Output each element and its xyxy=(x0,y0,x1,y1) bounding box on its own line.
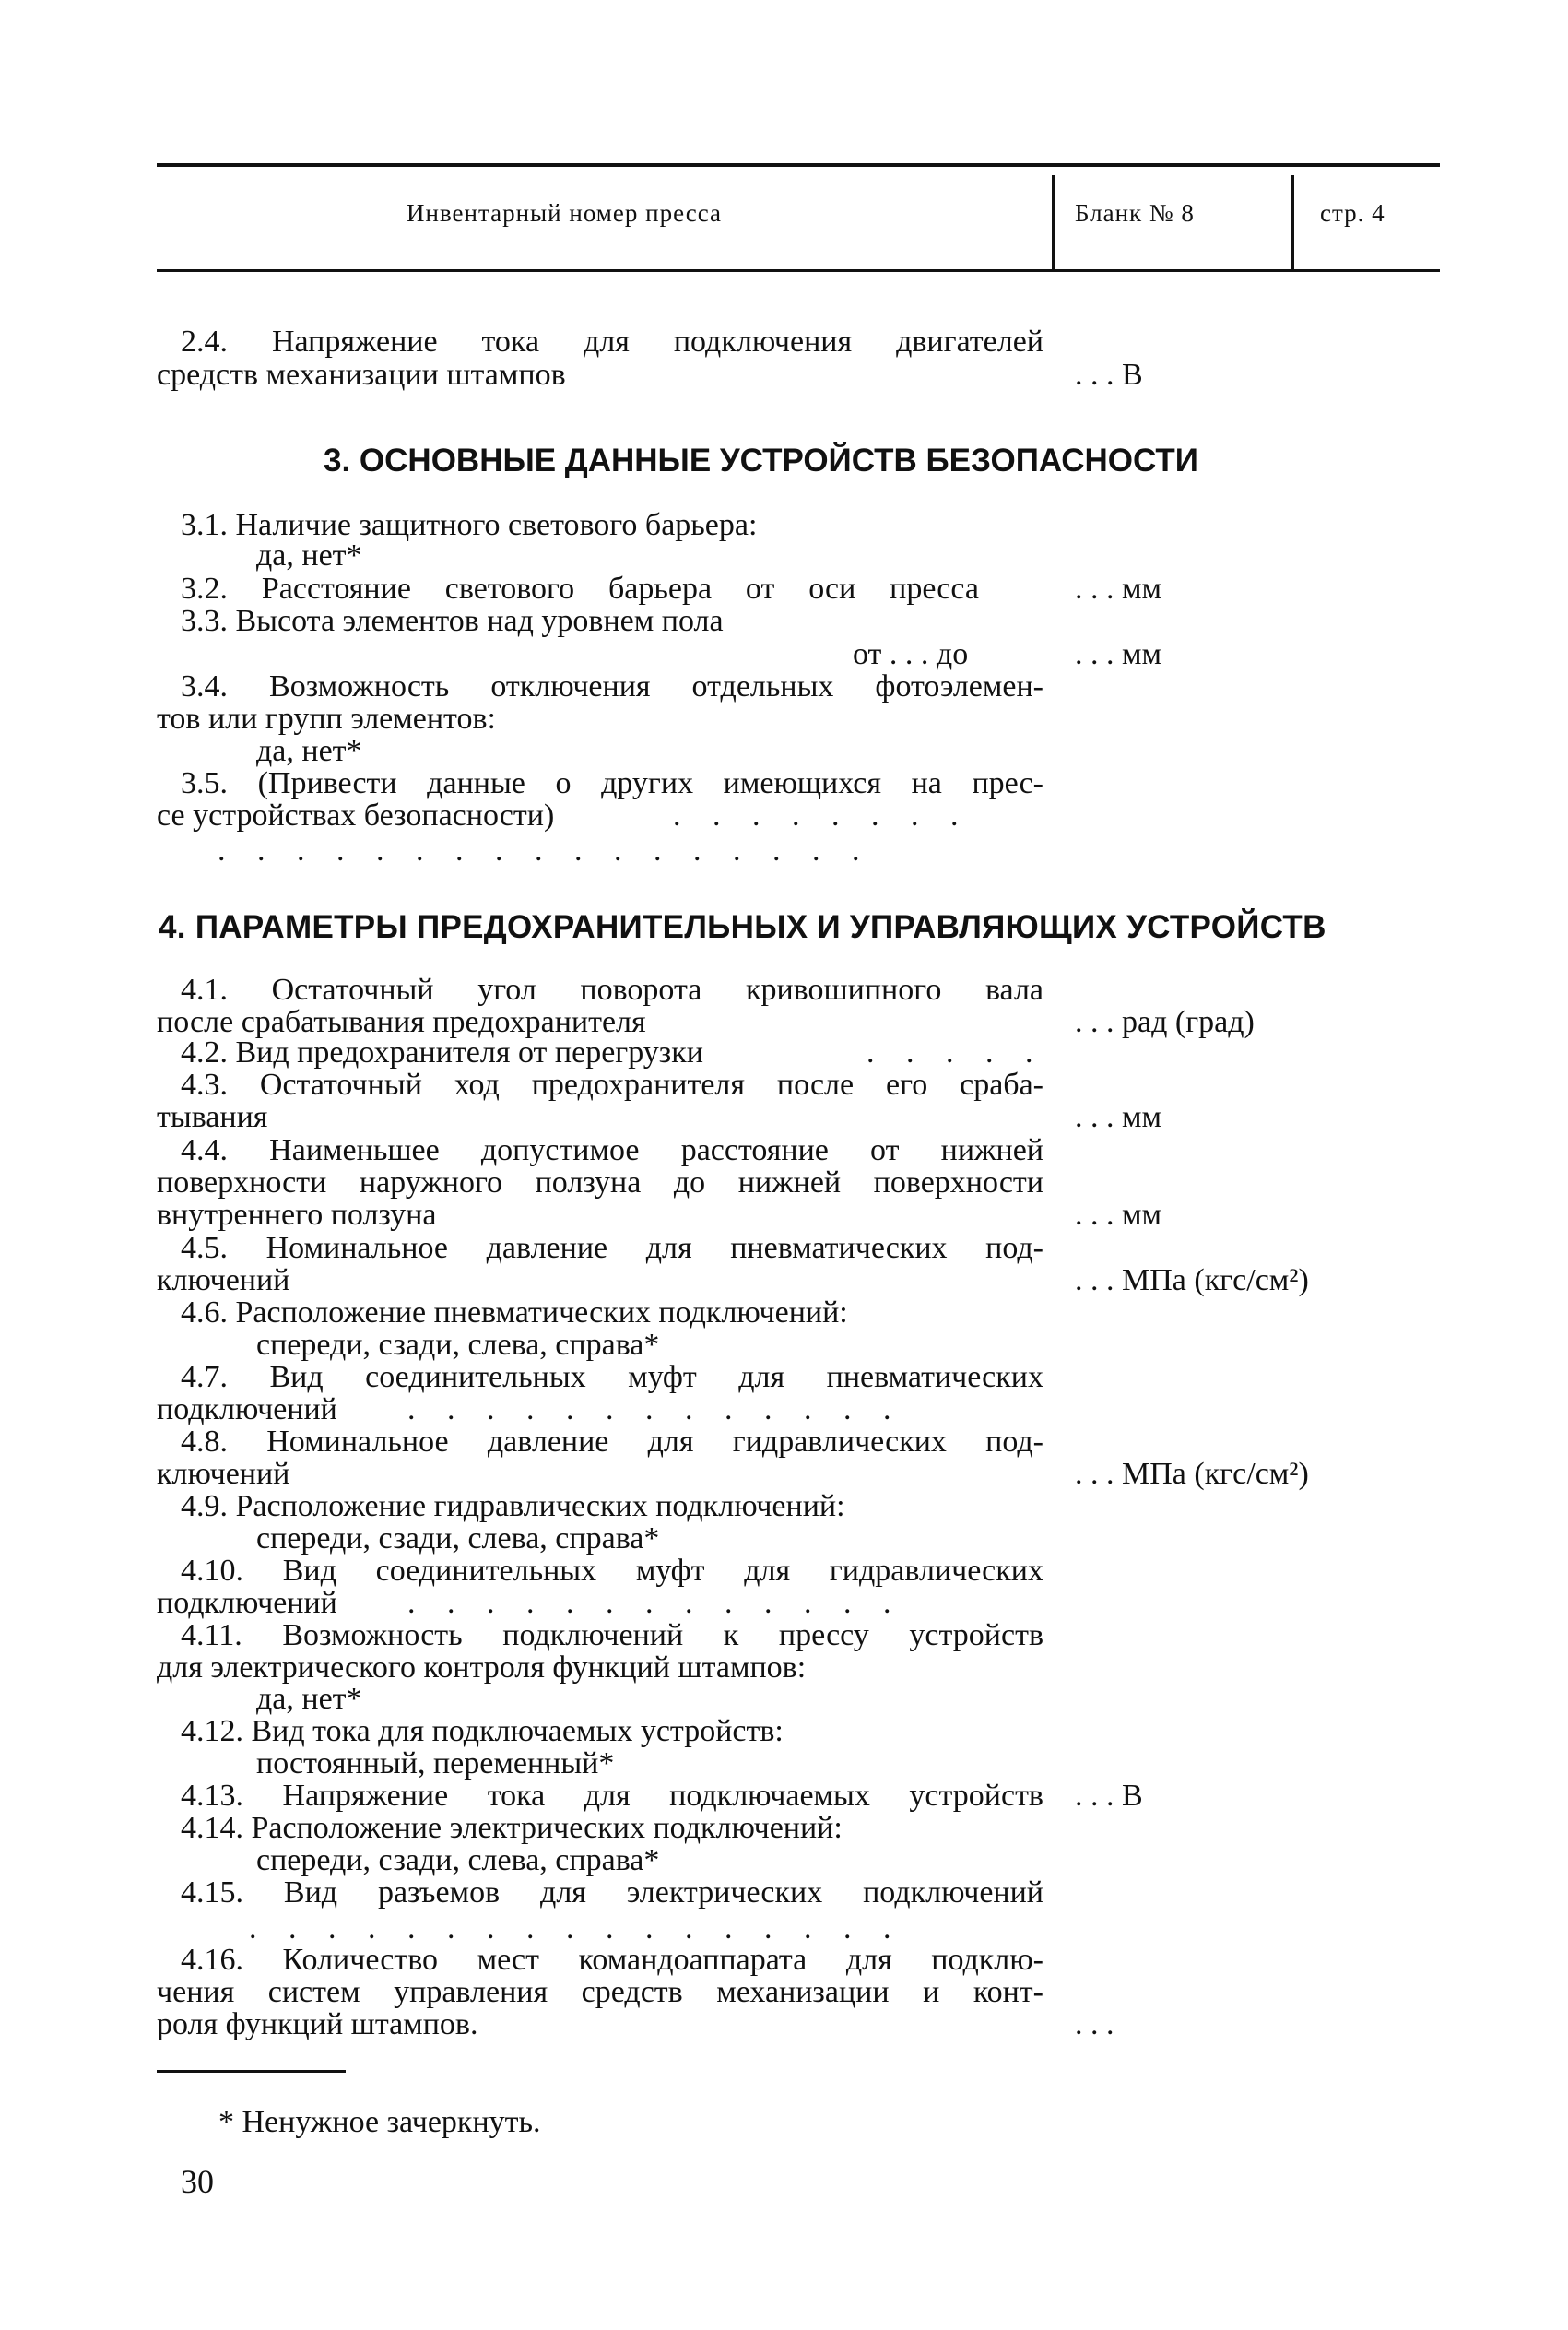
item-3-4-line1: 3.4. Возможность отключения отдельных фотоэлемен- xyxy=(181,669,1043,704)
section-4-heading: 4. ПАРАМЕТРЫ ПРЕДОХРАНИТЕЛЬНЫХ И УПРАВЛЯЮЩИХ УСТРОЙСТВ xyxy=(159,909,1326,945)
item-4-9-options: спереди, сзади, слева, справа* xyxy=(256,1521,660,1555)
footnote-separator xyxy=(157,2070,346,2073)
item-4-13-unit: . . . В xyxy=(1075,1779,1143,1813)
item-4-16-line2: чения систем управления средств механизации и конт- xyxy=(157,1975,1043,2009)
item-4-1-unit: . . . рад (град) xyxy=(1075,1005,1255,1039)
item-4-1-line2: после срабатывания предохранителя xyxy=(157,1005,646,1039)
item-4-9: 4.9. Расположение гидравлических подключений: xyxy=(181,1489,845,1523)
item-4-4-line1: 4.4. Наименьшее допустимое расстояние от нижней xyxy=(181,1133,1043,1167)
item-4-16-unit: . . . xyxy=(1075,2007,1114,2041)
item-4-5-line1: 4.5. Номинальное давление для пневматических под- xyxy=(181,1231,1043,1265)
item-4-10-line1: 4.10. Вид соединительных муфт для гидравлических xyxy=(181,1554,1043,1588)
item-2-4-line2: средств механизации штампов xyxy=(157,358,566,392)
item-3-5-dotted-line: . . . . . . . . . . . . . . . . . xyxy=(218,834,872,868)
item-4-11-line2: для электрического контроля функций штампов: xyxy=(157,1650,807,1685)
item-4-5-line2: ключений xyxy=(157,1263,290,1297)
item-4-4-line2: поверхности наружного ползуна до нижней поверхности xyxy=(157,1165,1043,1200)
item-4-10-line2: подключений xyxy=(157,1586,337,1620)
item-4-7-line1: 4.7. Вид соединительных муфт для пневматических xyxy=(181,1360,1043,1394)
item-3-3-range: от . . . до xyxy=(853,637,969,671)
header-top-rule xyxy=(157,163,1440,167)
item-4-15-dotted-line: . . . . . . . . . . . . . . . . . xyxy=(249,1911,903,1946)
item-3-2-unit: . . . мм xyxy=(1075,572,1162,606)
item-4-2: 4.2. Вид предохранителя от перегрузки xyxy=(181,1035,703,1070)
item-4-3-line1: 4.3. Остаточный ход предохранителя после его сраба- xyxy=(181,1068,1043,1102)
inventory-number-label: Инвентарный номер пресса xyxy=(407,199,723,227)
header-divider-1 xyxy=(1052,175,1055,269)
header-divider-2 xyxy=(1291,175,1294,269)
item-4-7-dotted-fill: . . . . . . . . . . . . . xyxy=(407,1392,903,1426)
item-3-5-line2: се устройствах безопасности) xyxy=(157,798,555,833)
item-3-1: 3.1. Наличие защитного светового барьера: xyxy=(181,508,758,542)
item-4-13: 4.13. Напряжение тока для подключаемых устройств xyxy=(181,1779,1043,1813)
item-3-3-unit: . . . мм xyxy=(1075,637,1162,671)
section-3-heading: 3. ОСНОВНЫЕ ДАННЫЕ УСТРОЙСТВ БЕЗОПАСНОСТИ xyxy=(324,443,1198,479)
item-4-7-line2: подключений xyxy=(157,1392,337,1426)
item-4-8-line2: ключений xyxy=(157,1457,290,1491)
item-3-4-line2: тов или групп элементов: xyxy=(157,702,496,736)
item-4-16-line1: 4.16. Количество мест командоаппарата для подклю- xyxy=(181,1943,1043,1977)
item-2-4-unit: . . . В xyxy=(1075,358,1143,392)
item-3-1-options: да, нет* xyxy=(256,538,362,573)
item-2-4-line1: 2.4. Напряжение тока для подключения двигателей xyxy=(181,325,1043,359)
item-4-11-options: да, нет* xyxy=(256,1682,362,1716)
item-3-3: 3.3. Высота элементов над уровнем пола xyxy=(181,604,724,638)
item-4-12: 4.12. Вид тока для подключаемых устройств: xyxy=(181,1714,784,1748)
page-label: стр. 4 xyxy=(1320,199,1385,227)
item-4-4-unit: . . . мм xyxy=(1075,1198,1162,1232)
item-4-8-unit: . . . МПа (кгс/см²) xyxy=(1075,1457,1309,1491)
item-4-12-options: постоянный, переменный* xyxy=(256,1746,615,1780)
item-4-5-unit: . . . МПа (кгс/см²) xyxy=(1075,1263,1309,1297)
item-3-4-options: да, нет* xyxy=(256,734,362,768)
item-3-5-line1: 3.5. (Привести данные о других имеющихся на прес- xyxy=(181,766,1043,800)
item-4-14: 4.14. Расположение электрических подключений: xyxy=(181,1811,843,1845)
item-4-3-unit: . . . мм xyxy=(1075,1100,1162,1134)
item-4-15: 4.15. Вид разъемов для электрических подключений xyxy=(181,1875,1043,1910)
item-3-5-dotted-fill: . . . . . . . . xyxy=(673,798,971,833)
item-4-2-dotted-fill: . . . . . xyxy=(867,1035,1045,1070)
form-number-label: Бланк № 8 xyxy=(1075,199,1195,227)
item-4-6-options: спереди, сзади, слева, справа* xyxy=(256,1328,660,1362)
item-3-2: 3.2. Расстояние светового барьера от оси пресса xyxy=(181,572,979,606)
item-4-10-dotted-fill: . . . . . . . . . . . . . xyxy=(407,1586,903,1620)
item-4-16-line3: роля функций штампов. xyxy=(157,2007,478,2041)
page-number: 30 xyxy=(181,2163,214,2200)
header-bottom-rule xyxy=(157,269,1440,272)
item-4-4-line3: внутреннего ползуна xyxy=(157,1198,437,1232)
item-4-8-line1: 4.8. Номинальное давление для гидравлических под- xyxy=(181,1425,1043,1459)
item-4-6: 4.6. Расположение пневматических подключений: xyxy=(181,1295,848,1330)
item-4-14-options: спереди, сзади, слева, справа* xyxy=(256,1843,660,1877)
footnote: * Ненужное зачеркнуть. xyxy=(218,2105,541,2139)
item-4-11-line1: 4.11. Возможность подключений к прессу устройств xyxy=(181,1618,1043,1652)
item-4-1-line1: 4.1. Остаточный угол поворота кривошипного вала xyxy=(181,973,1043,1007)
item-4-3-line2: тывания xyxy=(157,1100,268,1134)
